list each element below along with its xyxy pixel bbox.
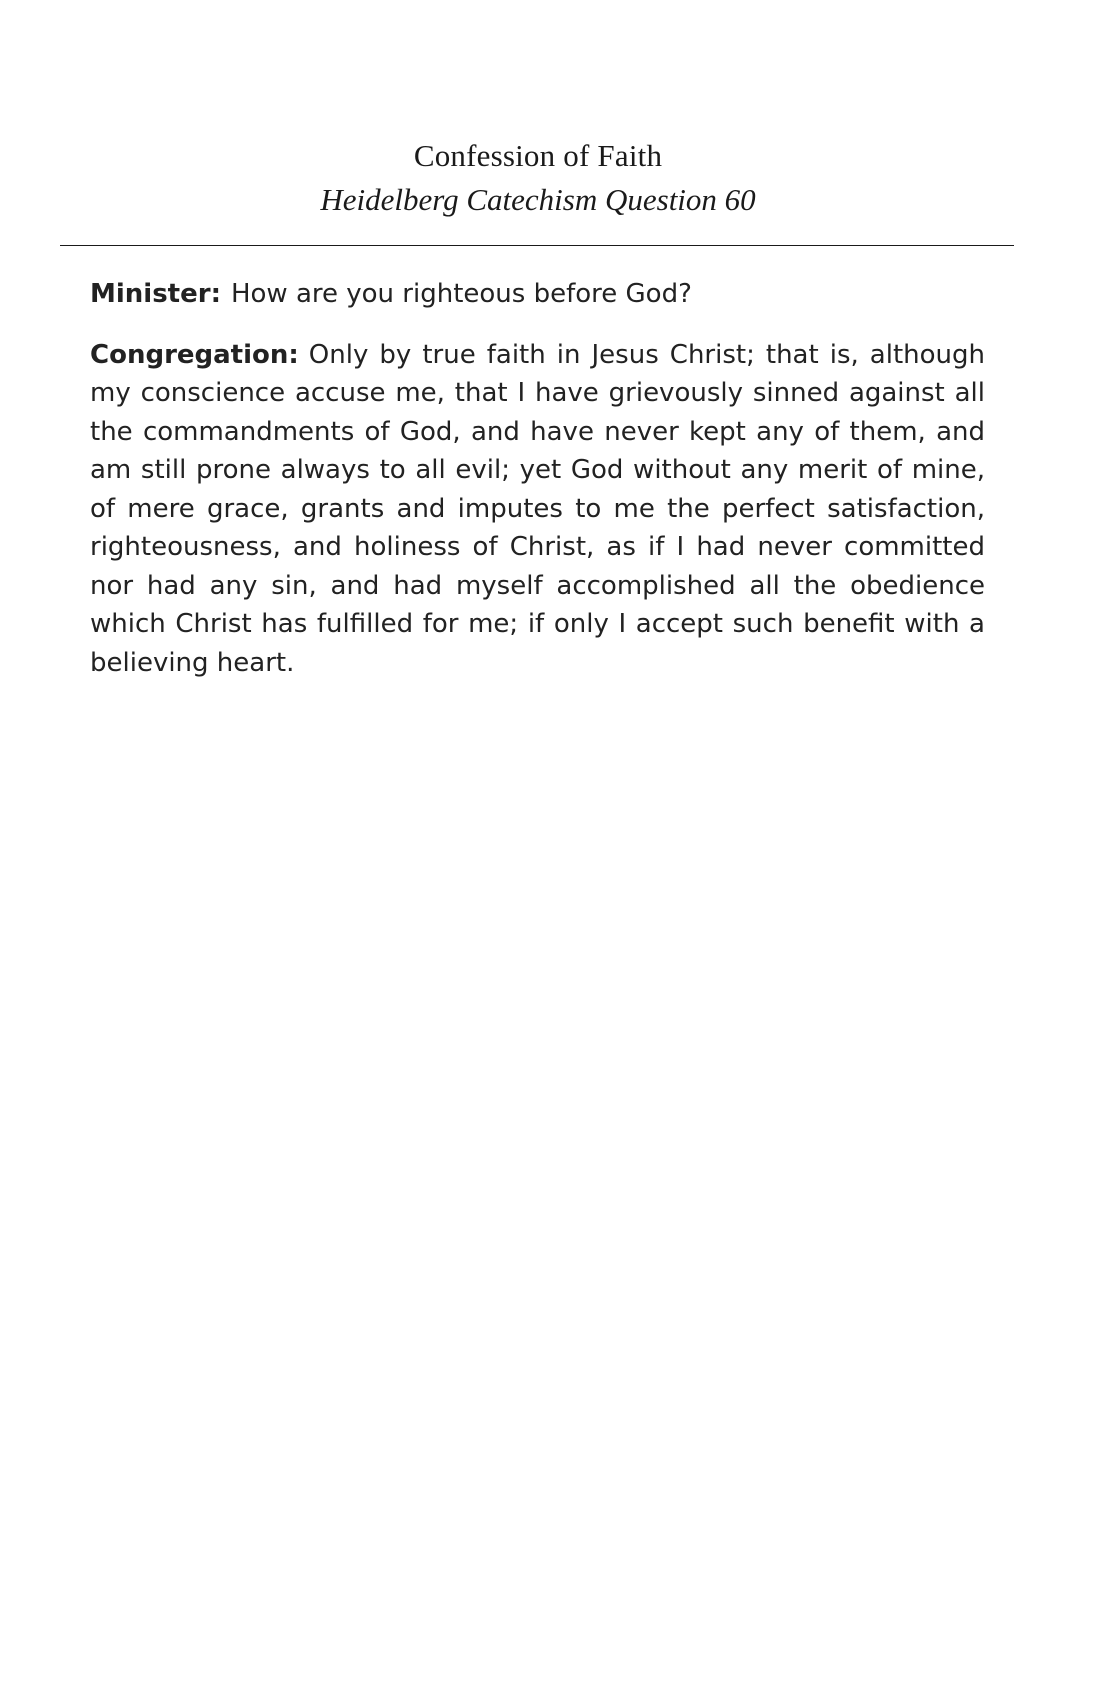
dialogue-body — [90, 275, 985, 704]
minister-text: How are you righteous before God? — [230, 279, 692, 309]
congregation-text: Only by true faith in Jesus Christ; that is, although my conscience accuse me, that I have grievously sinned against all the commandments of God, and have never kept any of them, and am still prone always to all evil; yet God without any merit of mine, of mere grace, grants and imputes to me the perfect satisfaction, righteousness, and holiness of Christ, as if I had never committed nor had any sin, and had myself accomplished all the obedience which Christ has fulfilled for me; if only I accept such benefit with a believing heart. — [90, 339, 985, 678]
page-subtitle: Heidelberg Catechism Question 60 — [320, 182, 756, 217]
page-header — [0, 134, 1076, 222]
congregation-paragraph — [90, 336, 985, 683]
minister-paragraph — [90, 275, 985, 314]
page-title: Confession of Faith — [413, 138, 663, 173]
speaker-label-minister: Minister: — [90, 279, 221, 309]
speaker-label-congregation: Congregation: — [90, 339, 299, 370]
header-divider — [60, 245, 1014, 246]
